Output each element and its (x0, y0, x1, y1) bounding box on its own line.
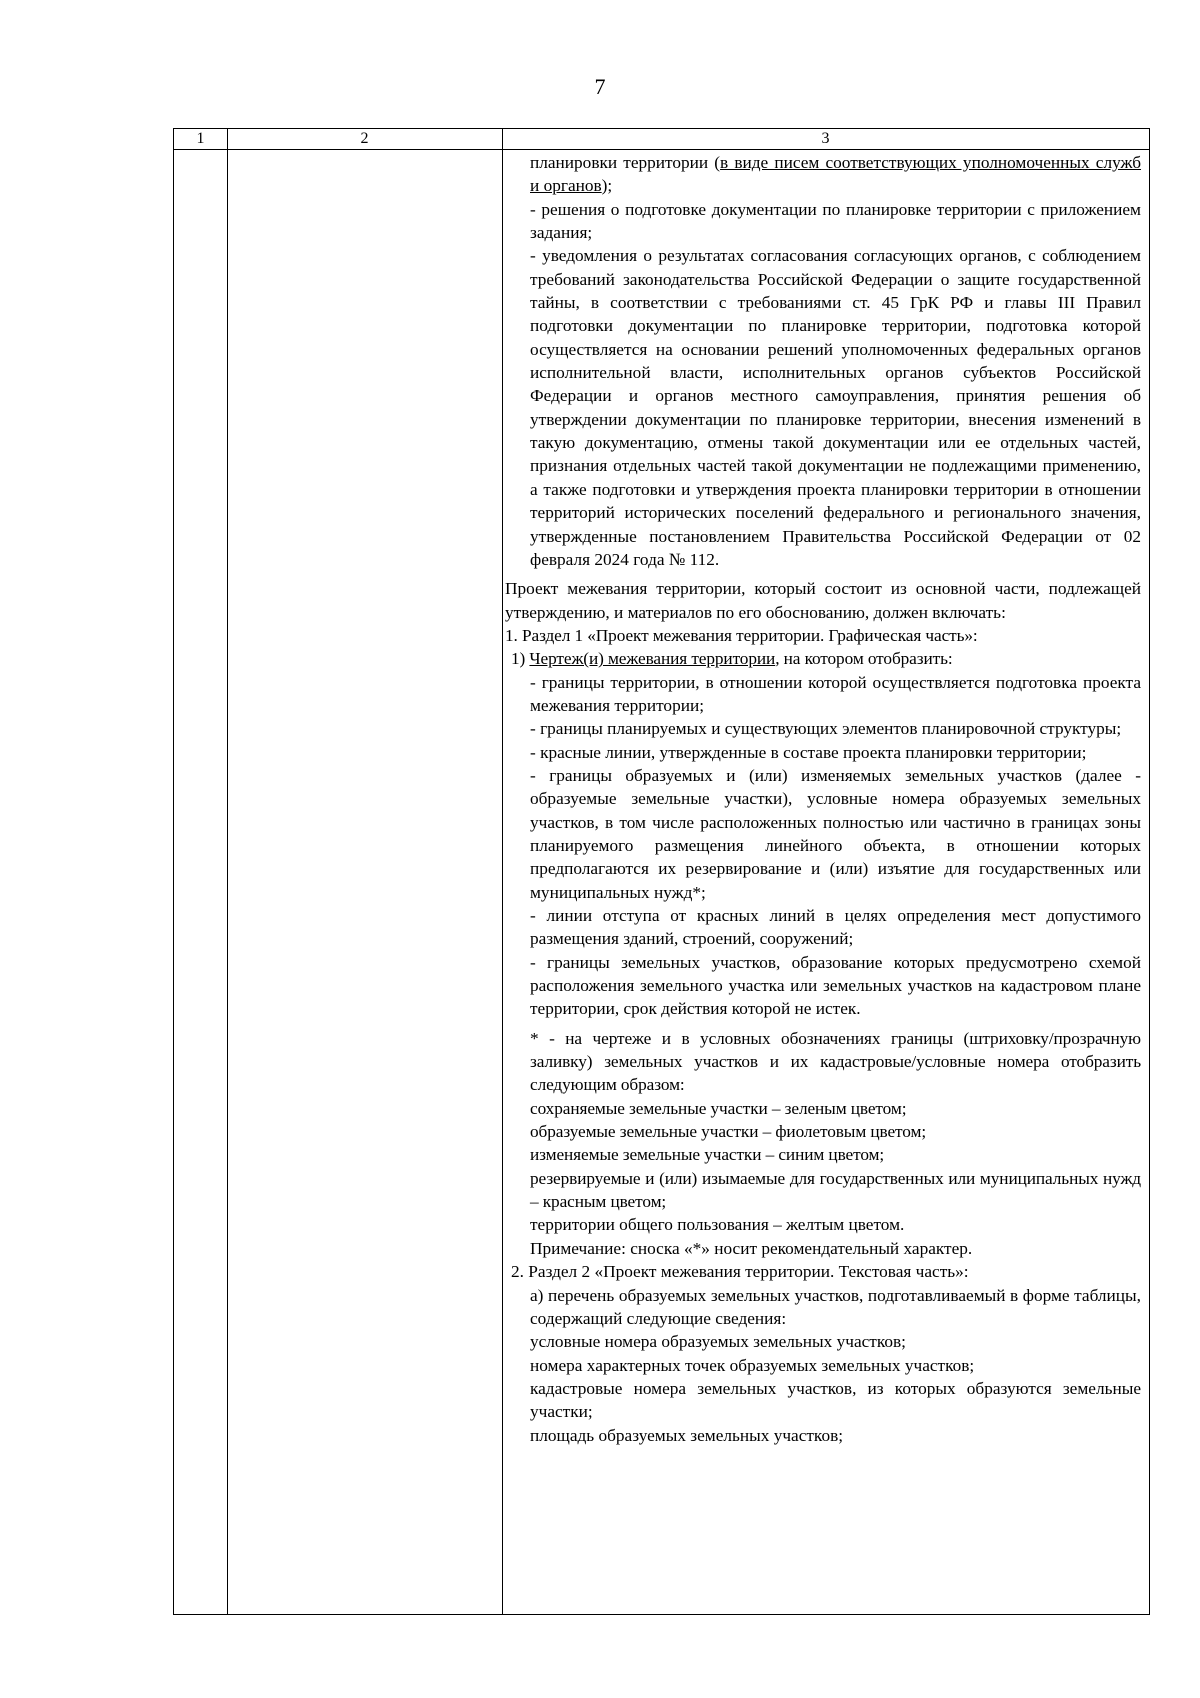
underlined-text: в виде писем соответствующих уполномоченных служб и органов (530, 153, 1142, 196)
paragraph: Проект межевания территории, который состоит из основной части, подлежащей утверждению, и материалов по его обоснованию, должен включать: (505, 579, 1141, 622)
footnote-line: резервируемые и (или) изымаемые для государственных или муниципальных нужд – красным цветом; (530, 1168, 1141, 1212)
list-item: площадь образуемых земельных участков; (530, 1425, 844, 1445)
column-header-3: 3 (821, 130, 830, 147)
footnote-line: сохраняемые земельные участки – зеленым цветом; (530, 1098, 907, 1118)
column-divider (227, 129, 228, 1614)
footnote-line: территории общего пользования – желтым цветом. (530, 1215, 905, 1235)
list-item: - решения о подготовке документации по планировке территории с приложением задания; (530, 199, 1141, 243)
paragraph: планировки территории (в виде писем соответствующих уполномоченных служб и органов); (530, 153, 1142, 196)
list-item: условные номера образуемых земельных участков; (530, 1332, 906, 1352)
list-item: - уведомления о результатах согласования согласующих органов, с соблюдением требований законодательства Российской Федерации о защите государственной тайны, в соответствии с требованиями ст. 45 ГрК РФ и главы III Правил подготовки документации по планировке территории, подготовка которой осуществляется на основании решений уполномоченных федеральных органов исполнительной власти, исполнительных органов субъектов Российской Федерации и органов местного самоуправления, принятия решения об утверждении документации по планировке территории, внесения изменений в такую документацию, отмены такой документации или ее отдельных частей, признания отдельных частей такой документации не подлежащими применению, а также подготовки и утверждения проекта планировки территории в отношении территорий исторических поселений федерального и регионального значения, утвержденные постановлением Правительства Российской Федерации от 02 февраля 2024 года № 112. (530, 246, 1141, 569)
header-divider (174, 149, 1149, 150)
column-3-content (505, 151, 1141, 1447)
footnote-line: изменяемые земельные участки – синим цветом; (530, 1145, 885, 1165)
list-item: - границы земельных участков, образование которых предусмотрено схемой расположения земельного участка или земельных участков на кадастровом плане территории, срок действия которой не истек. (530, 952, 1141, 1019)
list-item: - границы территории, в отношении которой осуществляется подготовка проекта межевания территории; (530, 672, 1141, 715)
list-item: номера характерных точек образуемых земельных участков; (530, 1355, 975, 1375)
list-item: кадастровые номера земельных участков, из которых образуются земельные участки; (530, 1378, 1141, 1422)
underlined-text: Чертеж(и) межевания территории (529, 649, 776, 669)
footnote-line: образуемые земельные участки – фиолетовым цветом; (530, 1122, 927, 1142)
list-item: - красные линии, утвержденные в составе проекта планировки территории; (530, 742, 1087, 762)
list-item: - границы планируемых и существующих элементов планировочной структуры; (530, 719, 1122, 739)
list-item: - границы образуемых и (или) изменяемых земельных участков (далее - образуемые земельные участки), условные номера образуемых земельных участков, в том числе расположенных полностью или частично в границах зоны планируемого размещения линейного объекта, в отношении которых предполагаются их резервирование и (или) изъятие для государственных или муниципальных нужд*; (530, 765, 1141, 902)
subsection-heading: 1) Чертеж(и) межевания территории, на котором отобразить: (511, 649, 953, 669)
section-heading: 2. Раздел 2 «Проект межевания территории. Текстовая часть»: (511, 1262, 969, 1282)
document-table (173, 128, 1150, 1615)
column-header-2: 2 (360, 130, 369, 147)
footnote: * - на чертеже и в условных обозначениях границы (штриховку/прозрачную заливку) земельных участков и их кадастровые/условные номера отобразить следующим образом: (530, 1028, 1141, 1095)
list-item: - линии отступа от красных линий в целях определения мест допустимого размещения зданий, строений, сооружений; (530, 906, 1141, 949)
page-number: 7 (594, 74, 606, 99)
list-item: а) перечень образуемых земельных участков, подготавливаемый в форме таблицы, содержащий следующие сведения: (530, 1285, 1141, 1328)
column-header-1: 1 (196, 130, 205, 147)
column-divider (502, 129, 503, 1614)
section-heading: 1. Раздел 1 «Проект межевания территории. Графическая часть»: (505, 625, 978, 645)
note: Примечание: сноска «*» носит рекомендательный характер. (530, 1238, 973, 1258)
